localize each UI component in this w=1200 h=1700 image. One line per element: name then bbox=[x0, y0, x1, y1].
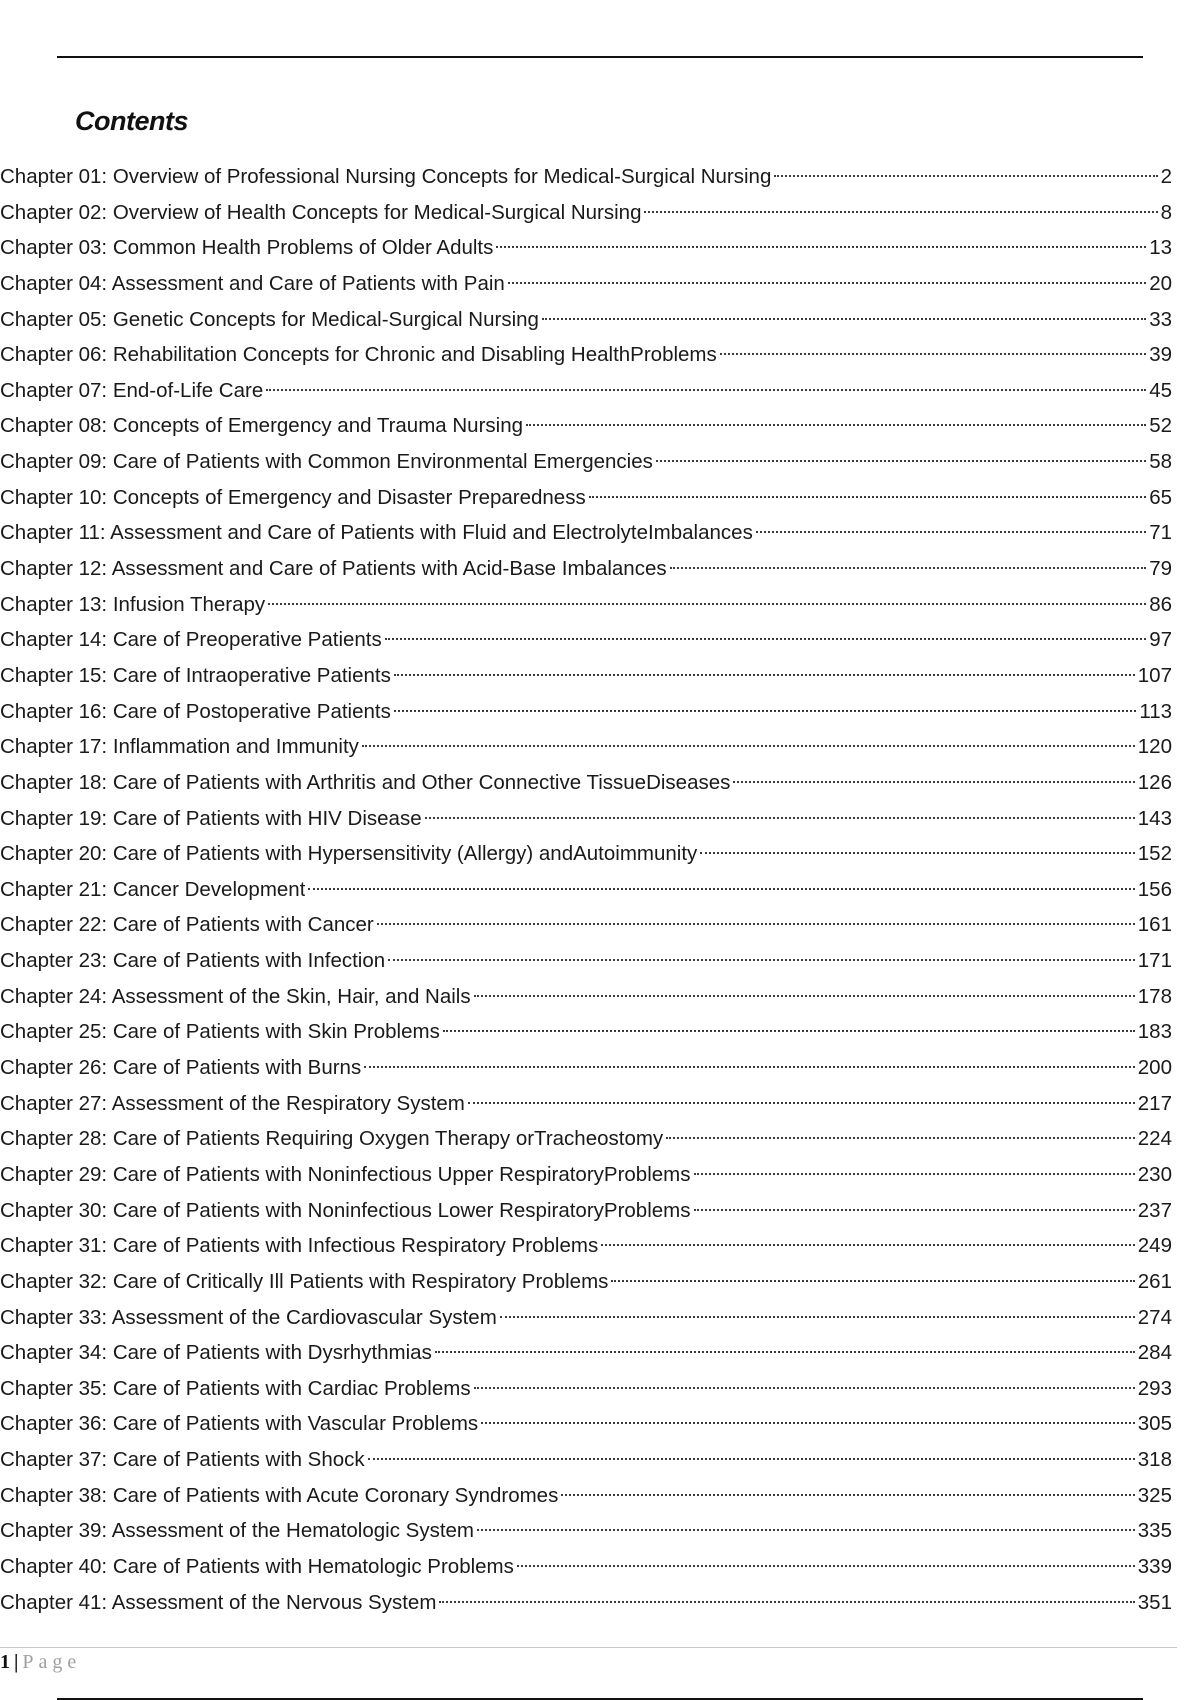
toc-entry-title: Chapter 04: Assessment and Care of Patients with Pain bbox=[0, 271, 505, 295]
toc-entry-page: 71 bbox=[1149, 521, 1172, 545]
toc-entry-page: 65 bbox=[1149, 485, 1172, 509]
toc-dot-leader bbox=[694, 1173, 1135, 1175]
toc-entry-title: Chapter 11: Assessment and Care of Patients with Fluid and ElectrolyteImbalances bbox=[0, 521, 753, 545]
toc-dot-leader bbox=[266, 389, 1146, 391]
toc-dot-leader bbox=[656, 460, 1146, 462]
toc-entry[interactable] bbox=[0, 1228, 1172, 1264]
toc-entry-page: 237 bbox=[1137, 1198, 1172, 1222]
toc-dot-leader bbox=[526, 424, 1146, 426]
toc-entry[interactable] bbox=[0, 159, 1172, 195]
toc-entry-page: 305 bbox=[1137, 1412, 1172, 1436]
toc-entry[interactable] bbox=[0, 373, 1172, 409]
page-footer bbox=[0, 1651, 81, 1674]
toc-dot-leader bbox=[774, 175, 1157, 177]
toc-entry[interactable] bbox=[0, 622, 1172, 658]
toc-entry-page: 171 bbox=[1137, 949, 1172, 973]
toc-entry-page: 86 bbox=[1149, 592, 1172, 616]
toc-dot-leader bbox=[670, 567, 1147, 569]
toc-entry-page: 113 bbox=[1139, 699, 1172, 723]
toc-entry-title: Chapter 13: Infusion Therapy bbox=[0, 592, 266, 616]
toc-entry-title: Chapter 34: Care of Patients with Dysrhythmias bbox=[0, 1341, 432, 1365]
toc-dot-leader bbox=[700, 852, 1134, 854]
toc-dot-leader bbox=[368, 1458, 1135, 1460]
toc-entry-page: 13 bbox=[1149, 236, 1172, 260]
toc-dot-leader bbox=[364, 1066, 1135, 1068]
toc-entry-page: 126 bbox=[1137, 770, 1172, 794]
toc-dot-leader bbox=[443, 1030, 1135, 1032]
toc-entry-page: 143 bbox=[1137, 806, 1172, 830]
toc-entry[interactable] bbox=[0, 302, 1172, 338]
toc-dot-leader bbox=[425, 817, 1135, 819]
contents-heading: Contents bbox=[75, 106, 188, 136]
toc-entry[interactable] bbox=[0, 1371, 1172, 1407]
toc-dot-leader bbox=[694, 1209, 1135, 1211]
toc-dot-leader bbox=[377, 923, 1135, 925]
toc-dot-leader bbox=[589, 496, 1146, 498]
toc-entry-title: Chapter 22: Care of Patients with Cancer bbox=[0, 913, 374, 937]
toc-entry-page: 339 bbox=[1137, 1554, 1172, 1578]
toc-entry-title: Chapter 26: Care of Patients with Burns bbox=[0, 1056, 362, 1080]
toc-entry-page: 20 bbox=[1149, 271, 1172, 295]
toc-entry-page: 183 bbox=[1137, 1020, 1172, 1044]
header-rule bbox=[57, 56, 1143, 58]
toc-entry-page: 249 bbox=[1137, 1234, 1172, 1258]
toc-dot-leader bbox=[468, 1102, 1135, 1104]
toc-entry-page: 261 bbox=[1137, 1269, 1172, 1293]
toc-entry-title: Chapter 30: Care of Patients with Noninfectious Lower RespiratoryProblems bbox=[0, 1198, 691, 1222]
toc-entry-page: 230 bbox=[1137, 1162, 1172, 1186]
toc-entry[interactable] bbox=[0, 1121, 1172, 1157]
toc-entry-page: 318 bbox=[1137, 1448, 1172, 1472]
toc-dot-leader bbox=[474, 995, 1135, 997]
toc-dot-leader bbox=[496, 246, 1146, 248]
toc-entry-title: Chapter 23: Care of Patients with Infection bbox=[0, 949, 386, 973]
toc-entry-page: 58 bbox=[1149, 450, 1172, 474]
toc-entry[interactable] bbox=[0, 515, 1172, 551]
toc-entry[interactable] bbox=[0, 729, 1172, 765]
toc-entry[interactable] bbox=[0, 337, 1172, 373]
toc-dot-leader bbox=[439, 1601, 1134, 1603]
toc-entry-title: Chapter 07: End-of-Life Care bbox=[0, 378, 264, 402]
toc-entry-page: 293 bbox=[1137, 1376, 1172, 1400]
toc-entry-page: 8 bbox=[1160, 200, 1172, 224]
toc-dot-leader bbox=[394, 674, 1135, 676]
toc-entry-title: Chapter 28: Care of Patients Requiring Oxygen Therapy orTracheostomy bbox=[0, 1127, 664, 1151]
toc-entry-title: Chapter 09: Care of Patients with Common Environmental Emergencies bbox=[0, 450, 653, 474]
toc-dot-leader bbox=[394, 710, 1136, 712]
toc-entry-title: Chapter 36: Care of Patients with Vascular Problems bbox=[0, 1412, 479, 1436]
toc-entry[interactable] bbox=[0, 480, 1172, 516]
toc-entry[interactable] bbox=[0, 1513, 1172, 1549]
toc-entry-page: 120 bbox=[1137, 735, 1172, 759]
toc-entry-title: Chapter 02: Overview of Health Concepts for Medical-Surgical Nursing bbox=[0, 200, 642, 224]
toc-dot-leader bbox=[542, 318, 1146, 320]
toc-entry-page: 156 bbox=[1137, 877, 1172, 901]
page-number: 1 bbox=[0, 1651, 10, 1673]
toc-entry-page: 39 bbox=[1149, 343, 1172, 367]
toc-entry-page: 2 bbox=[1160, 165, 1172, 188]
toc-entry-title: Chapter 27: Assessment of the Respiratory System bbox=[0, 1091, 465, 1115]
toc-dot-leader bbox=[474, 1387, 1135, 1389]
toc-entry-title: Chapter 14: Care of Preoperative Patients bbox=[0, 628, 382, 652]
toc-dot-leader bbox=[308, 888, 1134, 890]
toc-dot-leader bbox=[388, 959, 1135, 961]
toc-dot-leader bbox=[611, 1280, 1134, 1282]
toc-entry-page: 284 bbox=[1137, 1341, 1172, 1365]
toc-entry-title: Chapter 20: Care of Patients with Hypersensitivity (Allergy) andAutoimmunity bbox=[0, 842, 698, 866]
toc-entry-title: Chapter 15: Care of Intraoperative Patients bbox=[0, 663, 391, 687]
toc-entry[interactable] bbox=[0, 765, 1172, 801]
toc-entry[interactable] bbox=[0, 1014, 1172, 1050]
toc-entry-title: Chapter 41: Assessment of the Nervous System bbox=[0, 1590, 437, 1614]
toc-entry-title: Chapter 25: Care of Patients with Skin Problems bbox=[0, 1020, 440, 1044]
toc-entry[interactable] bbox=[0, 836, 1172, 872]
footer-divider bbox=[0, 1647, 1177, 1648]
toc-entry-page: 33 bbox=[1149, 307, 1172, 331]
toc-dot-leader bbox=[644, 211, 1157, 213]
toc-entry-title: Chapter 18: Care of Patients with Arthritis and Other Connective TissueDiseases bbox=[0, 770, 731, 794]
toc-entry[interactable] bbox=[0, 230, 1172, 266]
toc-entry[interactable] bbox=[0, 1478, 1172, 1514]
toc-entry[interactable] bbox=[0, 1193, 1172, 1229]
toc-entry-title: Chapter 17: Inflammation and Immunity bbox=[0, 735, 359, 759]
toc-entry-title: Chapter 38: Care of Patients with Acute Coronary Syndromes bbox=[0, 1483, 559, 1507]
toc-dot-leader bbox=[601, 1244, 1135, 1246]
toc-entry-title: Chapter 21: Cancer Development bbox=[0, 877, 306, 901]
toc-entry-page: 335 bbox=[1137, 1519, 1172, 1543]
toc-entry-page: 224 bbox=[1137, 1127, 1172, 1151]
toc-dot-leader bbox=[720, 353, 1146, 355]
toc-dot-leader bbox=[362, 745, 1135, 747]
toc-entry-page: 52 bbox=[1149, 414, 1172, 438]
toc-entry-title: Chapter 37: Care of Patients with Shock bbox=[0, 1448, 365, 1472]
toc-entry-title: Chapter 32: Care of Critically Ill Patients with Respiratory Problems bbox=[0, 1269, 609, 1293]
toc-entry-page: 351 bbox=[1137, 1590, 1172, 1614]
page-label: Page bbox=[22, 1651, 82, 1673]
toc-entry-title: Chapter 08: Concepts of Emergency and Trauma Nursing bbox=[0, 414, 524, 438]
toc-dot-leader bbox=[666, 1137, 1135, 1139]
toc-dot-leader bbox=[477, 1529, 1135, 1531]
toc-entry-title: Chapter 39: Assessment of the Hematologic System bbox=[0, 1519, 475, 1543]
toc-entry-page: 178 bbox=[1137, 984, 1172, 1008]
toc-entry[interactable] bbox=[0, 408, 1172, 444]
toc-entry[interactable] bbox=[0, 1050, 1172, 1086]
toc-entry-page: 152 bbox=[1137, 842, 1172, 866]
toc-entry-page: 200 bbox=[1137, 1056, 1172, 1080]
toc-entry-page: 217 bbox=[1137, 1091, 1172, 1115]
toc-dot-leader bbox=[517, 1565, 1135, 1567]
toc-dot-leader bbox=[481, 1422, 1135, 1424]
toc-entry-title: Chapter 03: Common Health Problems of Older Adults bbox=[0, 236, 494, 260]
toc-entry-page: 97 bbox=[1149, 628, 1172, 652]
toc-entry[interactable] bbox=[0, 266, 1172, 302]
table-of-contents bbox=[0, 159, 1172, 1620]
toc-entry[interactable] bbox=[0, 1086, 1172, 1122]
page-separator: | bbox=[14, 1651, 19, 1673]
toc-entry-page: 274 bbox=[1137, 1305, 1172, 1329]
toc-dot-leader bbox=[561, 1494, 1134, 1496]
toc-entry[interactable] bbox=[0, 979, 1172, 1015]
toc-entry-title: Chapter 12: Assessment and Care of Patients with Acid-Base Imbalances bbox=[0, 557, 667, 581]
toc-dot-leader bbox=[733, 781, 1134, 783]
toc-dot-leader bbox=[435, 1351, 1135, 1353]
toc-dot-leader bbox=[268, 603, 1146, 605]
toc-dot-leader bbox=[508, 282, 1146, 284]
toc-entry-title: Chapter 31: Care of Patients with Infectious Respiratory Problems bbox=[0, 1234, 599, 1258]
toc-entry-title: Chapter 16: Care of Postoperative Patients bbox=[0, 699, 391, 723]
toc-entry-page: 79 bbox=[1149, 557, 1172, 581]
toc-entry-title: Chapter 29: Care of Patients with Noninfectious Upper RespiratoryProblems bbox=[0, 1162, 691, 1186]
toc-entry[interactable] bbox=[0, 195, 1172, 231]
toc-entry[interactable] bbox=[0, 694, 1172, 730]
toc-entry[interactable] bbox=[0, 1157, 1172, 1193]
toc-entry-title: Chapter 01: Overview of Professional Nursing Concepts for Medical-Surgical Nursing bbox=[0, 165, 772, 188]
toc-entry-title: Chapter 19: Care of Patients with HIV Disease bbox=[0, 806, 422, 830]
toc-entry-title: Chapter 05: Genetic Concepts for Medical-Surgical Nursing bbox=[0, 307, 539, 331]
toc-entry[interactable] bbox=[0, 587, 1172, 623]
toc-entry[interactable] bbox=[0, 872, 1172, 908]
toc-entry[interactable] bbox=[0, 1264, 1172, 1300]
toc-entry-title: Chapter 33: Assessment of the Cardiovascular System bbox=[0, 1305, 497, 1329]
toc-entry[interactable] bbox=[0, 551, 1172, 587]
toc-entry[interactable] bbox=[0, 1406, 1172, 1442]
toc-dot-leader bbox=[385, 638, 1146, 640]
toc-entry[interactable] bbox=[0, 444, 1172, 480]
toc-entry-title: Chapter 35: Care of Patients with Cardiac Problems bbox=[0, 1376, 471, 1400]
toc-entry[interactable] bbox=[0, 1300, 1172, 1336]
toc-entry-title: Chapter 40: Care of Patients with Hematologic Problems bbox=[0, 1554, 514, 1578]
toc-dot-leader bbox=[756, 531, 1146, 533]
toc-entry-page: 107 bbox=[1137, 663, 1172, 687]
toc-entry-title: Chapter 24: Assessment of the Skin, Hair, and Nails bbox=[0, 984, 471, 1008]
toc-entry-page: 161 bbox=[1137, 913, 1172, 937]
toc-entry[interactable] bbox=[0, 1335, 1172, 1371]
toc-entry-page: 45 bbox=[1149, 378, 1172, 402]
toc-entry[interactable] bbox=[0, 943, 1172, 979]
toc-entry[interactable] bbox=[0, 1549, 1172, 1585]
toc-entry[interactable] bbox=[0, 1442, 1172, 1478]
toc-entry-title: Chapter 06: Rehabilitation Concepts for Chronic and Disabling HealthProblems bbox=[0, 343, 717, 367]
toc-entry[interactable] bbox=[0, 1585, 1172, 1621]
toc-entry[interactable] bbox=[0, 907, 1172, 943]
toc-entry-page: 325 bbox=[1137, 1483, 1172, 1507]
toc-entry-title: Chapter 10: Concepts of Emergency and Disaster Preparedness bbox=[0, 485, 586, 509]
toc-dot-leader bbox=[500, 1316, 1135, 1318]
toc-entry[interactable] bbox=[0, 801, 1172, 837]
toc-entry[interactable] bbox=[0, 658, 1172, 694]
